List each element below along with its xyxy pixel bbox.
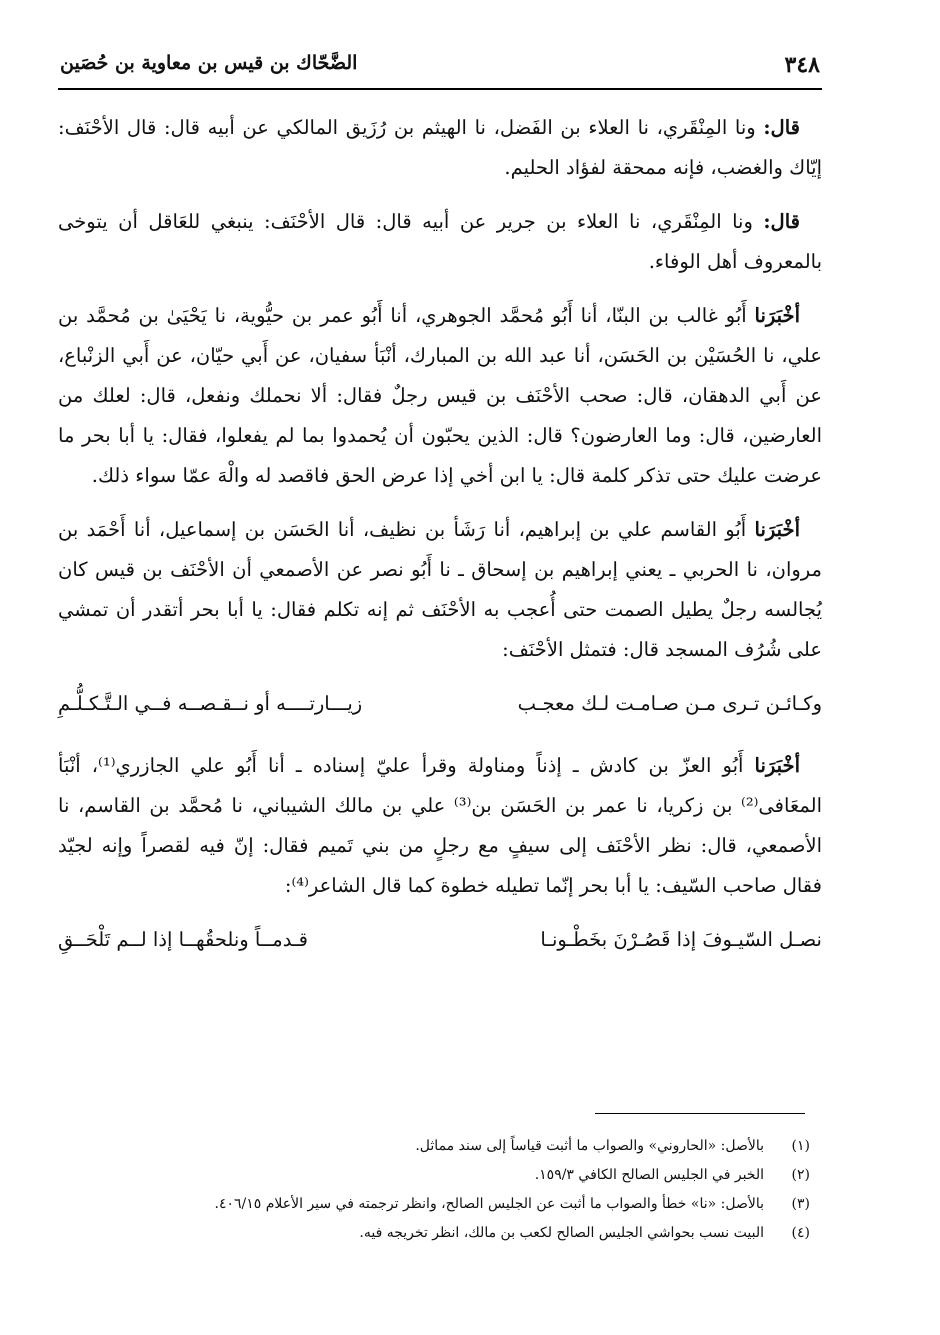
paragraph-lead: أخْبَرَنا: [754, 754, 800, 777]
paragraph: [58, 202, 822, 282]
verse-line: [58, 920, 822, 960]
paragraph-text: ونا المِنْقَري، نا العلاء بن جرير عن أبيه قال: قال الأحْنَف: ينبغي للعَاقل أن يتوخى بالمعروف أهل الوفاء.: [58, 210, 822, 273]
paragraph-lead: قال:: [763, 210, 800, 233]
header-rule: [58, 88, 822, 90]
footnote-text: البيت نسب بحواشي الجليس الصالح لكعب بن مالك، انظر تخريجه فيه.: [359, 1225, 764, 1241]
paragraph: [58, 296, 822, 496]
paragraph-lead: أخْبَرَنا: [754, 518, 800, 541]
footnote-number: (٣): [791, 1196, 810, 1212]
footnote: [70, 1190, 810, 1219]
footnote: [70, 1219, 810, 1248]
page-header: [60, 52, 820, 92]
verse-second-hemistich: زيـــارتــــه أو نــقـصــه فــي الـتَّـكـلُّـمِ: [58, 692, 363, 715]
page-number: ٣٤٨: [784, 52, 820, 78]
footnote-number: (١): [791, 1138, 810, 1154]
footnote-text: الخبر في الجليس الصالح الكافي ١٥٩/٣.: [534, 1167, 764, 1183]
footnote-number: (٢): [791, 1167, 810, 1183]
paragraph-lead: قال:: [763, 116, 800, 139]
paragraph-text: أَبُو القاسم علي بن إبراهيم، أنا رَشَأ بن نظيف، أنا الحَسَن بن إسماعيل، أنا أَحْمَد بن مروان، نا الحربي ـ يعني إبراهيم بن إسحاق ـ نا أَبُو نصر عن الأصمعي أن الأحْنَف بن قيس كان يُجالسه رجلٌ يطيل الصمت حتى أُعجب به الأحْنَف ثم إنه تكلم فقال: يا أبا بحر أتقدر أن تمشي على شُرُف المسجد قال: فتمثل الأحْنَف:: [58, 518, 822, 661]
footnote-rule: [595, 1113, 805, 1114]
footnote-text: بالأصل: «نا» خطأ والصواب ما أثبت عن الجليس الصالح، وانظر ترجمته في سير الأعلام ٤٠٦/١٥.: [214, 1196, 764, 1212]
verse-second-hemistich: قـدمــاً ونلحقُهــا إذا لــم تَلْحَــقِ: [58, 928, 309, 951]
paragraph-lead: أخْبَرَنا: [754, 304, 800, 327]
verse-first-hemistich: نصـل السّيـوفَ إذا قَصُـرْنَ بخَطْـونـا: [540, 928, 822, 951]
verse-line: [58, 684, 822, 724]
running-title: الضَّحّاك بن قيس بن معاوية بن حُصَين: [60, 52, 358, 74]
footnote-text: بالأصل: «الحاروني» والصواب ما أثبت قياساً إلى سند مماثل.: [415, 1138, 764, 1154]
footnote: [70, 1132, 810, 1161]
footnotes: [70, 1132, 810, 1248]
main-text: [58, 108, 822, 982]
paragraph-text: أَبُو غالب بن البنّا، أنا أَبُو مُحمَّد الجوهري، أنا أَبُو عمر بن حيُّوية، نا يَحْيَىٰ بن مُحمَّد بن علي، نا الحُسَيْن بن الحَسَن، أنا عبد الله بن المبارك، أنْبَأ سفيان، عن أَبي حيّان، عن أَبي الزنْباع، عن أَبي الدهقان، قال: صحب الأحْنَف بن قيس رجلٌ فقال: ألا نحملك ونفعل، قال: لعلك من العارضين، قال: وما العارضون؟ قال: الذين يحبّون أن يُحمدوا بما لم يفعلوا، فقال: يا أبا بحر ما عرضت عليك حتى تذكر كلمة قال: يا ابن أخي إذا عرض الحق فاقصد له والْهَ عمّا سواء ذلك.: [58, 304, 822, 487]
footnote: [70, 1161, 810, 1190]
paragraph-text: ونا المِنْقَري، نا العلاء بن الفَضل، نا الهيثم بن رُزَيق المالكي عن أبيه قال: قال الأحْنَف: إيّاك والغضب، فإنه ممحقة لفؤاد الحليم.: [58, 116, 822, 179]
footnote-number: (٤): [791, 1225, 810, 1241]
paragraph: [58, 510, 822, 670]
paragraph: [58, 746, 822, 906]
paragraph-text: أَبُو العزّ بن كادش ـ إذناً ومناولة وقرأ عليّ إسناده ـ أنا أَبُو علي الجازري⁽¹⁾، أنْبَأ المعَافى⁽²⁾ بن زكريا، نا عمر بن الحَسَن بن⁽³⁾ علي بن مالك الشيباني، نا مُحمَّد بن القاسم، نا الأصمعي، قال: نظر الأحْنَف إلى سيفٍ مع رجلٍ من بني تَميم فقال: إنّ فيه لقصراً وإنه لجيّد فقال صاحب السّيف: يا أبا بحر إنّما تطيله خطوة كما قال الشاعر⁽⁴⁾:: [58, 754, 822, 897]
paragraph: [58, 108, 822, 188]
verse-first-hemistich: وكـائـن تـرى مـن صـامـت لـك معجـب: [517, 692, 822, 715]
